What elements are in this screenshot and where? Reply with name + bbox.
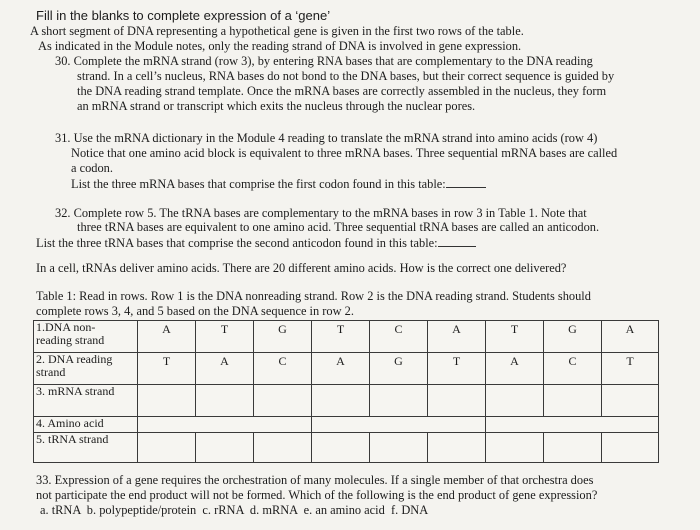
base-cell: G bbox=[254, 321, 312, 353]
amino-acid-input-cell[interactable] bbox=[138, 417, 312, 433]
amino-acid-input-cell[interactable] bbox=[486, 417, 659, 433]
row-label: 2. DNA reading strand bbox=[34, 353, 138, 385]
q32-prompt: List the three tRNA bases that comprise the second anticodon found in this table: bbox=[36, 236, 438, 250]
amino-acid-input-cell[interactable] bbox=[312, 417, 486, 433]
base-cell: A bbox=[602, 321, 659, 353]
trna-question: In a cell, tRNAs deliver amino acids. There are 20 different amino acids. How is the correct one delivered? bbox=[36, 261, 567, 275]
base-cell: T bbox=[602, 353, 659, 385]
base-cell: T bbox=[138, 353, 196, 385]
base-cell: A bbox=[486, 353, 544, 385]
base-cell: T bbox=[312, 321, 370, 353]
table-caption-line-2: complete rows 3, 4, and 5 based on the DNA sequence in row 2. bbox=[36, 304, 354, 318]
base-cell: A bbox=[312, 353, 370, 385]
mrna-input-cell[interactable] bbox=[602, 385, 659, 417]
base-cell: C bbox=[370, 321, 428, 353]
table-row-dna-nonreading bbox=[34, 321, 659, 353]
trna-input-cell[interactable] bbox=[602, 433, 659, 463]
trna-input-cell[interactable] bbox=[196, 433, 254, 463]
mrna-input-cell[interactable] bbox=[254, 385, 312, 417]
mrna-input-cell[interactable] bbox=[486, 385, 544, 417]
base-cell: A bbox=[138, 321, 196, 353]
q31-line-2: Notice that one amino acid block is equivalent to three mRNA bases. Three sequential mRNA bases are called bbox=[71, 146, 618, 160]
table-row-dna-reading bbox=[34, 353, 659, 385]
trna-input-cell[interactable] bbox=[544, 433, 602, 463]
q33-options: a. tRNA b. polypeptide/protein c. rRNA d. mRNA e. an amino acid f. DNA bbox=[40, 503, 429, 517]
mrna-input-cell[interactable] bbox=[138, 385, 196, 417]
base-cell: C bbox=[544, 353, 602, 385]
q31-prompt: List the three mRNA bases that comprise the first codon found in this table: bbox=[71, 177, 446, 191]
base-cell: C bbox=[254, 353, 312, 385]
mrna-input-cell[interactable] bbox=[544, 385, 602, 417]
trna-input-cell[interactable] bbox=[370, 433, 428, 463]
trna-input-cell[interactable] bbox=[486, 433, 544, 463]
mrna-input-cell[interactable] bbox=[370, 385, 428, 417]
intro-line-1: A short segment of DNA representing a hypothetical gene is given in the first two rows of the table. bbox=[30, 24, 524, 38]
q30-line-4: an mRNA strand or transcript which exits the nucleus through the nuclear pores. bbox=[77, 99, 476, 113]
table-caption-line-1: Table 1: Read in rows. Row 1 is the DNA nonreading strand. Row 2 is the DNA reading strand. Students should bbox=[36, 289, 591, 303]
mrna-input-cell[interactable] bbox=[428, 385, 486, 417]
base-cell: A bbox=[196, 353, 254, 385]
row-label: 3. mRNA strand bbox=[34, 385, 138, 417]
worksheet-title: Fill in the blanks to complete expression of a ‘gene’ bbox=[36, 8, 331, 23]
mrna-input-cell[interactable] bbox=[312, 385, 370, 417]
q33-line-2: not participate the end product will not be formed. Which of the following is the end product of gene expression? bbox=[36, 488, 598, 502]
base-cell: T bbox=[486, 321, 544, 353]
table-row-amino-acid bbox=[34, 417, 659, 433]
q32-answer-blank[interactable] bbox=[438, 235, 476, 247]
trna-input-cell[interactable] bbox=[138, 433, 196, 463]
base-cell: T bbox=[196, 321, 254, 353]
q31-answer-blank[interactable] bbox=[446, 176, 486, 188]
q33-line-1: 33. Expression of a gene requires the orchestration of many molecules. If a single member of that orchestra does bbox=[36, 473, 594, 487]
q30-line-2: strand. In a cell’s nucleus, RNA bases do not bond to the DNA bases, but their correct sequence is guided by bbox=[77, 69, 615, 83]
trna-input-cell[interactable] bbox=[312, 433, 370, 463]
base-cell: G bbox=[544, 321, 602, 353]
row-label: 1.DNA non- reading strand bbox=[34, 321, 138, 353]
q30-line-1: 30. Complete the mRNA strand (row 3), by entering RNA bases that are complementary to the DNA reading bbox=[55, 54, 593, 68]
q32-line-1: 32. Complete row 5. The tRNA bases are complementary to the mRNA bases in row 3 in Table 1. Note that bbox=[55, 206, 587, 220]
q30-line-3: the DNA reading strand template. Once the mRNA bases are correctly assembled in the nucleus, they form bbox=[77, 84, 607, 98]
q31-line-3: a codon. bbox=[71, 161, 113, 175]
base-cell: A bbox=[428, 321, 486, 353]
base-cell: G bbox=[370, 353, 428, 385]
row-label: 5. tRNA strand bbox=[34, 433, 138, 463]
table-row-mrna bbox=[34, 385, 659, 417]
q32-line-3 bbox=[36, 235, 476, 251]
intro-line-2: As indicated in the Module notes, only the reading strand of DNA is involved in gene expression. bbox=[38, 39, 522, 53]
row-label: 4. Amino acid bbox=[34, 417, 138, 433]
q31-line-1: 31. Use the mRNA dictionary in the Module 4 reading to translate the mRNA strand into amino acids (row 4) bbox=[55, 131, 598, 145]
trna-input-cell[interactable] bbox=[428, 433, 486, 463]
table-row-trna bbox=[34, 433, 659, 463]
base-cell: T bbox=[428, 353, 486, 385]
trna-input-cell[interactable] bbox=[254, 433, 312, 463]
q32-line-2: three tRNA bases are equivalent to one amino acid. Three sequential tRNA bases are called an anticodon. bbox=[77, 220, 600, 234]
dna-table bbox=[33, 320, 659, 463]
q31-line-4 bbox=[71, 176, 486, 192]
mrna-input-cell[interactable] bbox=[196, 385, 254, 417]
